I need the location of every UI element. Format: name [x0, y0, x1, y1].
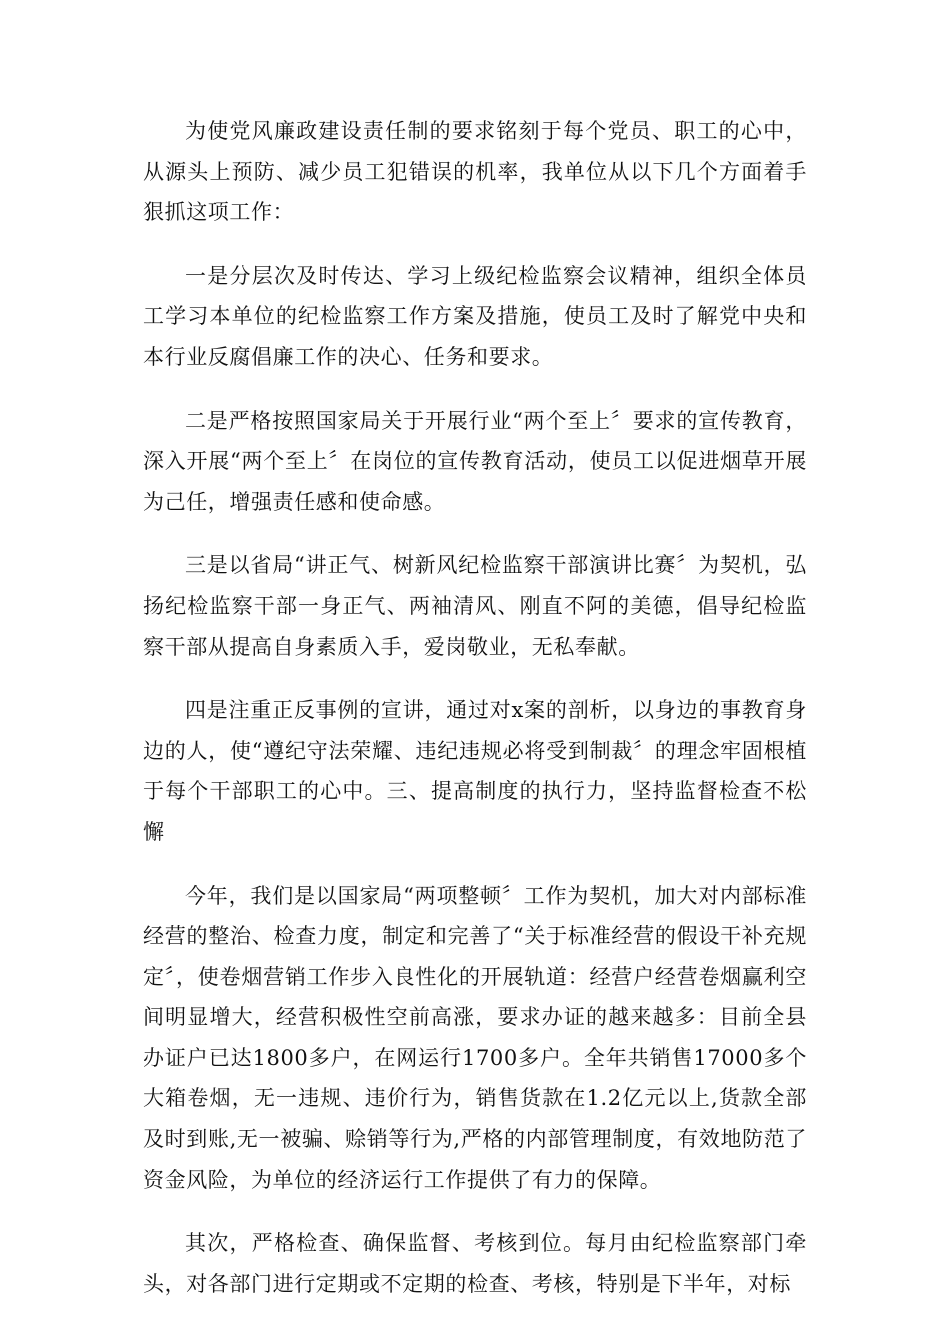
- paragraph-1: 为使党风廉政建设责任制的要求铭刻于每个党员、职工的心中，从源头上预防、减少员工犯错误的机率，我单位从以下几个方面着手狠抓这项工作：: [143, 119, 807, 225]
- paragraph-4: 三是以省局“讲正气、树新风纪检监察干部演讲比赛〞为契机，弘扬纪检监察干部一身正气、两袖清风、刚直不阿的美德，倡导纪检监察干部从提高自身素质入手，爱岗敬业，无私奉献。: [143, 553, 807, 659]
- paragraph-3: 二是严格按照国家局关于开展行业“两个至上〞要求的宣传教育，深入开展“两个至上〞在岗位的宣传教育活动，使员工以促进烟草开展为己任，增强责任感和使命感。: [143, 408, 807, 514]
- paragraph-7: 其次，严格检查、确保监督、考核到位。每月由纪检监察部门牵头，对各部门进行定期或不定期的检查、考核，特别是下半年，对标: [143, 1231, 807, 1296]
- paragraph-2: 一是分层次及时传达、学习上级纪检监察会议精神，组织全体员工学习本单位的纪检监察工作方案及措施，使员工及时了解党中央和本行业反腐倡廉工作的决心、任务和要求。: [143, 263, 807, 369]
- paragraph-5: 四是注重正反事例的宣讲，通过对x案的剖析，以身边的事教育身边的人，使“遵纪守法荣耀、违纪违规必将受到制裁〞的理念牢固根植于每个干部职工的心中。三、提高制度的执行力，坚持监督检查不松懈: [143, 698, 807, 844]
- document-body: [143, 111, 807, 1327]
- paragraph-6: 今年，我们是以国家局“两项整顿〞工作为契机，加大对内部标准经营的整治、检查力度，制定和完善了“关于标准经营的假设干补充规定〞，使卷烟营销工作步入良性化的开展轨道：经营户经营卷烟赢利空间明显增大，经营积极性空前高涨，要求办证的越来越多：目前全县办证户已达1800多户，在网运行1700多户。全年共销售17000多个大箱卷烟，无一违规、违价行为，销售货款在1.2亿元以上,货款全部及时到账,无一被骗、赊销等行为,严格的内部管理制度，有效地防范了资金风险，为单位的经济运行工作提供了有力的保障。: [143, 883, 807, 1192]
